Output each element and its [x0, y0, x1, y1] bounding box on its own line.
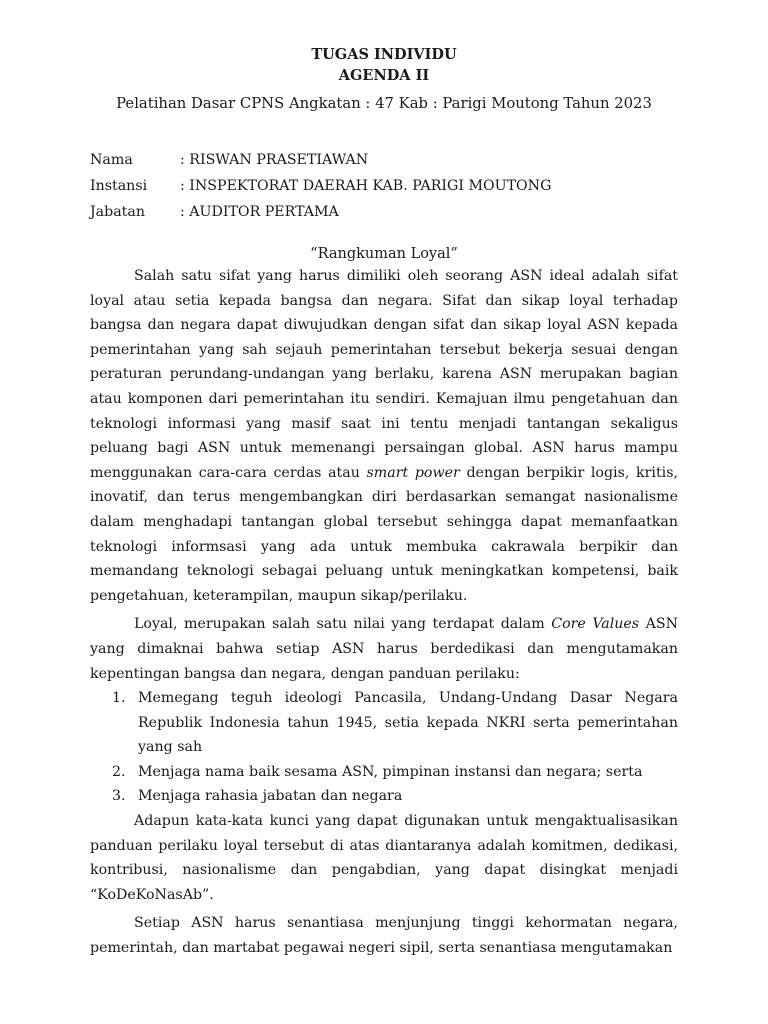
list-item	[90, 760, 678, 785]
list-item	[90, 686, 678, 760]
identity-value: : INSPEKTORAT DAERAH KAB. PARIGI MOUTONG	[180, 178, 552, 194]
list-number: 2.	[112, 763, 126, 780]
paragraph	[90, 612, 678, 686]
paragraph: Setiap ASN harus senantiasa menjunjung tinggi kehormatan negara, pemerintah, dan martabat pegawai negeri sipil, serta senantiasa mengutamakan	[90, 915, 678, 957]
paragraph	[90, 264, 678, 608]
identity-value: : RISWAN PRASETIAWAN	[180, 152, 369, 168]
paragraph-text: dengan berpikir logis, kritis, inovatif, dan terus mengembangkan diri berdasarkan semangat nasionalisme dalam menghadapi tantangan global tersebut sehingga dapat memanfaatkan teknologi informsasi yang ada untuk membuka cakrawala berpikir dan memandang teknologi sebagai peluang untuk meningkatkan kompetensi, baik pengetahuan, keterampilan, maupun sikap/perilaku.	[90, 464, 678, 604]
italic-term: Core Values	[551, 616, 640, 633]
document-agenda: AGENDA II	[338, 67, 430, 84]
paragraph-text: ASN yang dimaknai bahwa setiap ASN harus berdedikasi dan mengutamakan kepentingan bangsa dan negara, dengan panduan perilaku:	[90, 616, 678, 682]
section-heading: “Rangkuman Loyal”	[310, 246, 458, 262]
document-title: TUGAS INDIVIDU	[311, 46, 457, 63]
identity-label: Nama	[90, 152, 133, 168]
list-text: Menjaga rahasia jabatan dan negara	[138, 788, 403, 805]
italic-term: smart power	[366, 464, 460, 481]
document-subtitle: Pelatihan Dasar CPNS Angkatan : 47 Kab : Parigi Moutong Tahun 2023	[116, 95, 652, 112]
identity-label: Jabatan	[90, 204, 145, 220]
list-number: 3.	[112, 788, 126, 805]
list-text: Menjaga nama baik sesama ASN, pimpinan instansi dan negara; serta	[138, 763, 643, 780]
paragraph-text: Salah satu sifat yang harus dimiliki oleh seorang ASN ideal adalah sifat loyal atau setia kepada bangsa dan negara. Sifat dan sikap loyal terhadap bangsa dan negara dapat diwujudkan dengan sifat dan sikap loyal ASN kepada pemerintahan yang sah sejauh pemerintahan tersebut bekerja sesuai dengan peraturan perundang-undangan yang berlaku, karena ASN merupakan bagian atau komponen dari pemerintahan itu sendiri. Kemajuan ilmu pengetahuan dan teknologi informasi yang masif saat ini tentu menjadi tantangan sekaligus peluang bagi ASN untuk memenangi persaingan global. ASN harus mampu menggunakan cara-cara cerdas atau	[90, 268, 678, 481]
identity-label: Instansi	[90, 178, 148, 194]
paragraph-text: Loyal, merupakan salah satu nilai yang terdapat dalam	[134, 616, 552, 633]
document-body	[90, 264, 678, 961]
list-number: 1.	[112, 690, 126, 707]
identity-value: : AUDITOR PERTAMA	[180, 204, 339, 220]
list-text: Memegang teguh ideologi Pancasila, Undang-Undang Dasar Negara Republik Indonesia tahun 1945, setia kepada NKRI serta pemerintahan yang sah	[138, 690, 678, 756]
behavior-guide-list	[90, 686, 678, 809]
paragraph: Adapun kata-kata kunci yang dapat digunakan untuk mengaktualisasikan panduan perilaku loyal tersebut di atas diantaranya adalah komitmen, dedikasi, kontribusi, nasionalisme dan pengabdian, yang dapat disingkat menjadi “KoDeKoNasAb”.	[90, 813, 678, 903]
list-item	[90, 784, 678, 809]
